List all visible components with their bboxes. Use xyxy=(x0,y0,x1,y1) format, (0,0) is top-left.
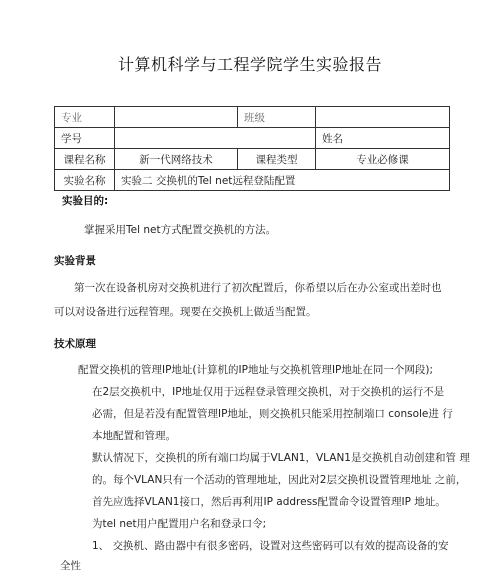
principle-line-8: 为tel net用户配置用户名和登录口令; xyxy=(92,518,267,530)
major-value xyxy=(115,107,238,128)
background-line-2: 可以对设备进行远程管理。现要在交换机上做适当配置。 xyxy=(54,306,317,318)
name-cell xyxy=(316,128,450,149)
student-id-value xyxy=(115,128,316,149)
student-id-label: 学号 xyxy=(55,128,115,149)
principle-line-1: 配置交换机的管理IP地址(计算机的IP地址与交换机管理IP地址在同一个网段); xyxy=(78,364,434,376)
principle-line-4: 本地配置和管理。 xyxy=(92,430,176,442)
course-type-label: 课程类型 xyxy=(238,149,316,170)
experiment-value: 实验二 交换机的Tel net远程登陆配置 xyxy=(115,170,450,191)
info-row-major xyxy=(55,107,450,128)
info-row-student xyxy=(55,128,450,149)
principle-line-7: 首先应选择VLAN1接口，然后再利用IP address配置命令设置管理IP 地址。 xyxy=(92,496,446,508)
background-line-1: 第一次在设备机房对交换机进行了初次配置后，你希望以后在办公室或出差时也 xyxy=(74,282,442,294)
purpose-text: 掌握采用Tel net方式配置交换机的方法。 xyxy=(84,224,277,236)
principle-heading: 技术原理 xyxy=(54,338,96,350)
major-label: 专业 xyxy=(55,107,115,128)
principle-line-9: 1、 交换机、路由器中有很多密码，设置对这些密码可以有效的提高设备的安 xyxy=(92,540,449,552)
info-row-course xyxy=(55,149,450,170)
report-title: 计算机科学与工程学院学生实验报告 xyxy=(117,55,382,74)
info-table xyxy=(54,106,450,191)
class-value xyxy=(316,107,450,128)
principle-line-5: 默认情况下，交换机的所有端口均属于VLAN1，VLAN1是交换机自动创建和管 理 xyxy=(92,452,470,464)
course-label: 课程名称 xyxy=(55,149,115,170)
info-row-experiment xyxy=(55,170,450,191)
principle-line-2: 在2层交换机中，IP地址仅用于远程登录管理交换机，对于交换机的运行不是 xyxy=(92,386,445,398)
class-label: 班级 xyxy=(238,107,316,128)
course-type-value: 专业必修课 xyxy=(316,149,450,170)
principle-line-3: 必需，但是若没有配置管理IP地址，则交换机只能采用控制端口 console进 行 xyxy=(92,408,453,420)
principle-line-10: 全性 xyxy=(60,560,81,572)
name-label: 姓名 xyxy=(322,132,343,145)
principle-line-6: 的。每个VLAN只有一个活动的管理地址，因此对2层交换机设置管理地址 之前， xyxy=(92,474,467,486)
background-heading: 实验背景 xyxy=(54,255,96,267)
purpose-heading: 实验目的: xyxy=(62,195,109,207)
course-value: 新一代网络技术 xyxy=(115,149,238,170)
experiment-label: 实验名称 xyxy=(55,170,115,191)
